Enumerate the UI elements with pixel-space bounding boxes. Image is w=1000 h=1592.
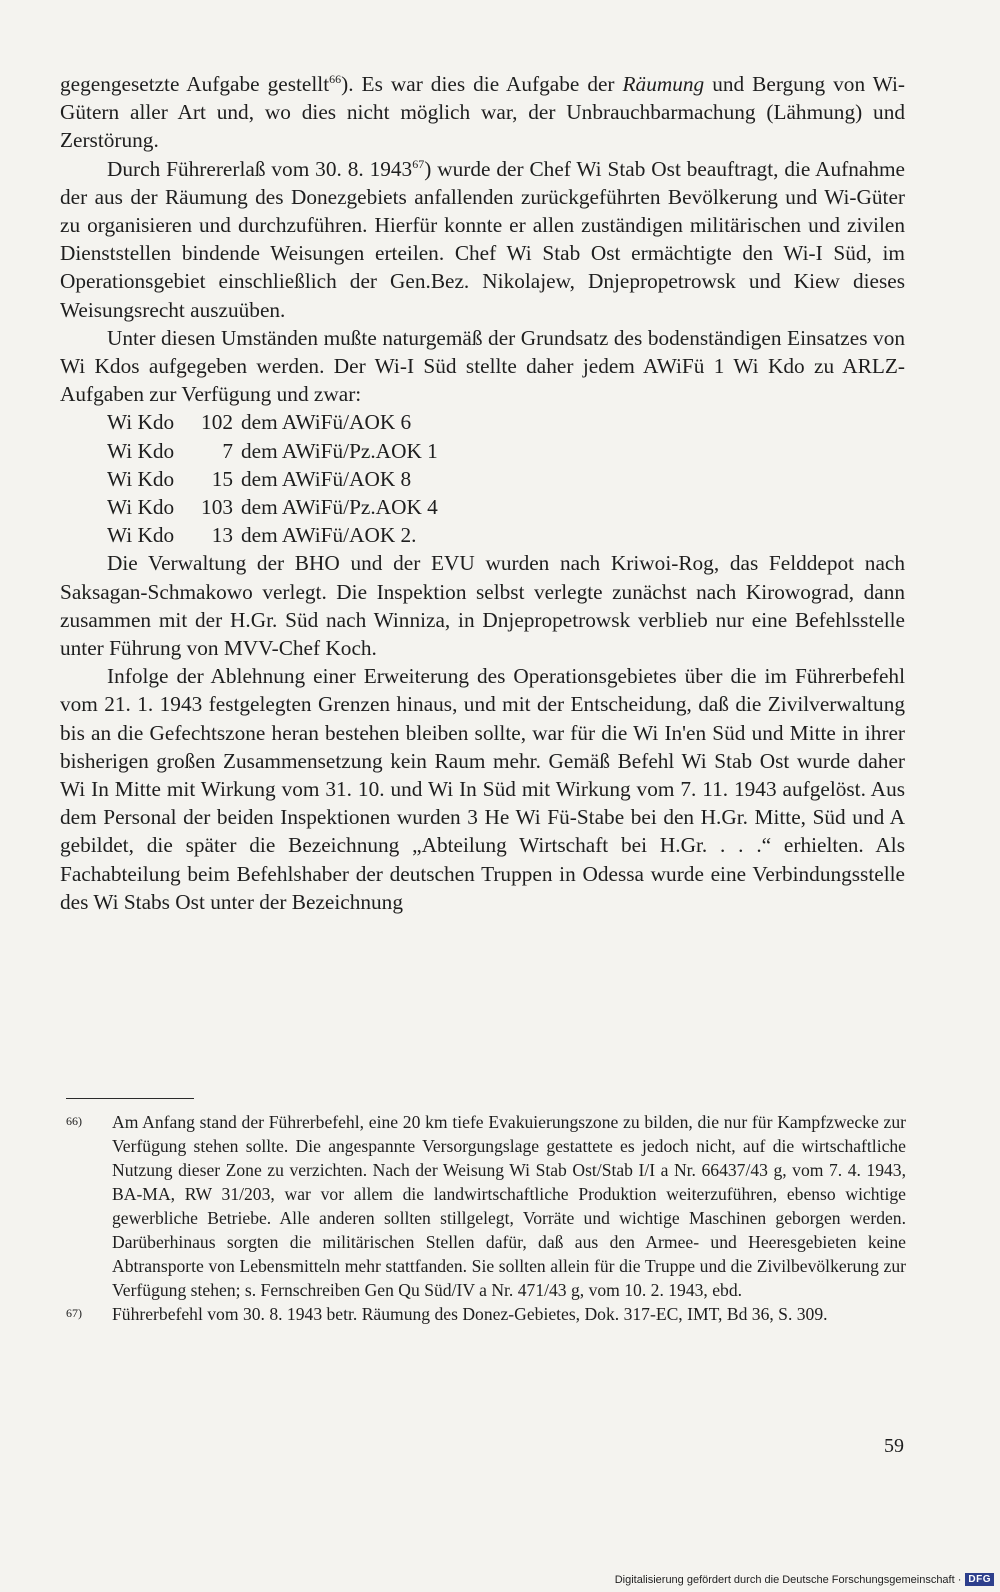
kdo-assignment: dem AWiFü/Pz.AOK 4 xyxy=(241,495,438,520)
digitization-credit xyxy=(615,1573,994,1586)
main-text xyxy=(60,70,905,916)
text-run: ) wurde der Chef Wi Stab Ost beauftragt, die Aufnahme der aus der Räumung des Donezgebiets anfallenden zurückgeführten Bevölkerung und Wi-Güter zu organisieren und durchzuführen. Hierfür konnte er allen zuständigen militärischen und zivilen Dienststellen bindende Weisungen erteilen. Chef Wi Stab Ost ermächtigte den Wi-I Süd, im Operationsgebiet einschließlich der Gen.Bez. Nikolajew, Dnjepropetrowsk und Kiew dieses Weisungsrecht auszuüben. xyxy=(60,156,905,322)
list-item xyxy=(60,493,905,521)
kdo-label: Wi Kdo xyxy=(107,466,175,491)
list-item xyxy=(60,465,905,493)
kdo-number: 103 xyxy=(201,495,233,520)
text-run: und Bergung von Wi-Gütern aller Art und, wo dies nicht möglich war, der Unbrauchbarmachung (Lähmung) und Zerstörung. xyxy=(60,72,905,153)
footnote-text: Am Anfang stand der Führerbefehl, eine 20 km tiefe Evakuierungszone zu bilden, die nur für Kampfzwecke zur Verfügung stehen sollte. Die angespannte Versorgungslage gestattete es jedoch nicht, auf die wirtschaftliche Nutzung dieser Zone zu verzichten. Nach der Weisung Wi Stab Ost/Stab I/I a Nr. 66437/43 g, vom 7. 4. 1943, BA-MA, RW 31/203, war vor allem die landwirtschaftliche Produktion weiterzuführen, ebenso wichtige gewerbliche Betriebe. Alle anderen sollten stillgelegt, Vorräte und wichtige Maschinen geborgen werden. Darüberhinaus sorgten die militärischen Stellen dafür, daß aus den Armee- und Heeresgebieten keine Abtransporte von Lebensmitteln mehr stattfanden. Sie sollten allein für die Truppe und die Zivilbevölkerung zur Verfügung stehen; s. Fernschreiben Gen Qu Süd/IV a Nr. 471/43 g, vom 10. 2. 1943, ebd. xyxy=(112,1112,906,1300)
list-item xyxy=(60,408,905,436)
page-number: 59 xyxy=(884,1435,904,1457)
dfg-logo-icon: DFG xyxy=(965,1573,994,1586)
footnote-ref-67[interactable]: 67 xyxy=(412,156,425,171)
footnote-ref-66[interactable]: 66 xyxy=(329,71,342,86)
kdo-label: Wi Kdo xyxy=(107,410,175,435)
paragraph-3: Unter diesen Umständen mußte naturgemäß der Grundsatz des bodenständigen Einsatzes von Wi Kdos aufgegeben werden. Der Wi-I Süd stellte daher jedem AWiFü 1 Wi Kdo zu ARLZ-Aufgaben zur Verfügung und zwar: xyxy=(60,325,905,407)
kdo-label: Wi Kdo xyxy=(107,523,175,548)
kdo-number: 15 xyxy=(211,466,233,491)
kdo-assignment: dem AWiFü/Pz.AOK 1 xyxy=(241,438,438,463)
footnote-number: 67) xyxy=(66,1306,82,1320)
footnote-text: Führerbefehl vom 30. 8. 1943 betr. Räumung des Donez-Gebietes, Dok. 317-EC, IMT, Bd 36, S. 309. xyxy=(112,1304,828,1324)
kdo-label: Wi Kdo xyxy=(107,495,175,520)
kdo-number: 7 xyxy=(222,438,233,463)
footnote-67 xyxy=(66,1302,906,1326)
text-run: gegengesetzte Aufgabe gestellt xyxy=(60,72,330,96)
footnote-66 xyxy=(66,1110,906,1302)
kdo-number: 102 xyxy=(201,410,233,435)
text-run: Durch Führererlaß vom 30. 8. 1943 xyxy=(107,156,413,181)
paragraph-1 xyxy=(60,70,905,155)
paragraph-4: Die Verwaltung der BHO und der EVU wurden nach Kriwoi-Rog, das Felddepot nach Saksagan-Schmakowo verlegt. Die Inspektion selbst verlegte zunächst nach Kirowograd, dann zusammen mit der H.Gr. Süd nach Winniza, in Dnjepropetrowsk verblieb nur eine Befehlsstelle unter Führung von MVV-Chef Koch. xyxy=(60,551,905,661)
footnotes xyxy=(66,1110,906,1326)
list-item xyxy=(60,437,905,465)
kdo-number: 13 xyxy=(211,523,233,548)
wi-kdo-list xyxy=(60,408,905,549)
kdo-assignment: dem AWiFü/AOK 8 xyxy=(241,466,412,491)
text-run: ). Es war dies die Aufgabe der xyxy=(341,72,623,96)
emphasis-raeumung: Räumung xyxy=(622,72,705,96)
kdo-assignment: dem AWiFü/AOK 2. xyxy=(241,523,417,548)
footnote-number: 66) xyxy=(66,1114,82,1128)
credit-text: Digitalisierung gefördert durch die Deutsche Forschungsgemeinschaft · xyxy=(614,1573,962,1586)
paragraph-5: Infolge der Ablehnung einer Erweiterung des Operationsgebietes über die im Führerbefehl vom 21. 1. 1943 festgelegten Grenzen hinaus, und mit der Entscheidung, daß die Zivilverwaltung bis an die Gefechtszone heran bestehen bleiben sollte, war für die Wi In'en Süd und Mitte in ihrer bisherigen großen Zusammensetzung kein Raum mehr. Gemäß Befehl Wi Stab Ost wurde daher Wi In Mitte mit Wirkung vom 31. 10. und Wi In Süd mit Wirkung vom 7. 11. 1943 aufgelöst. Aus dem Personal der beiden Inspektionen wurden 3 He Wi Fü-Stabe bei den H.Gr. Mitte, Süd und A gebildet, die später die Bezeichnung „Abteilung Wirtschaft bei H.Gr. . . .“ erhielten. Als Fachabteilung beim Befehlshaber der deutschen Truppen in Odessa wurde eine Verbindungsstelle des Wi Stabs Ost unter der Bezeichnung xyxy=(60,664,905,914)
paragraph-2 xyxy=(60,155,905,324)
footnote-divider xyxy=(66,1098,194,1099)
list-item xyxy=(60,521,905,549)
kdo-label: Wi Kdo xyxy=(107,438,175,463)
kdo-assignment: dem AWiFü/AOK 6 xyxy=(241,410,412,435)
